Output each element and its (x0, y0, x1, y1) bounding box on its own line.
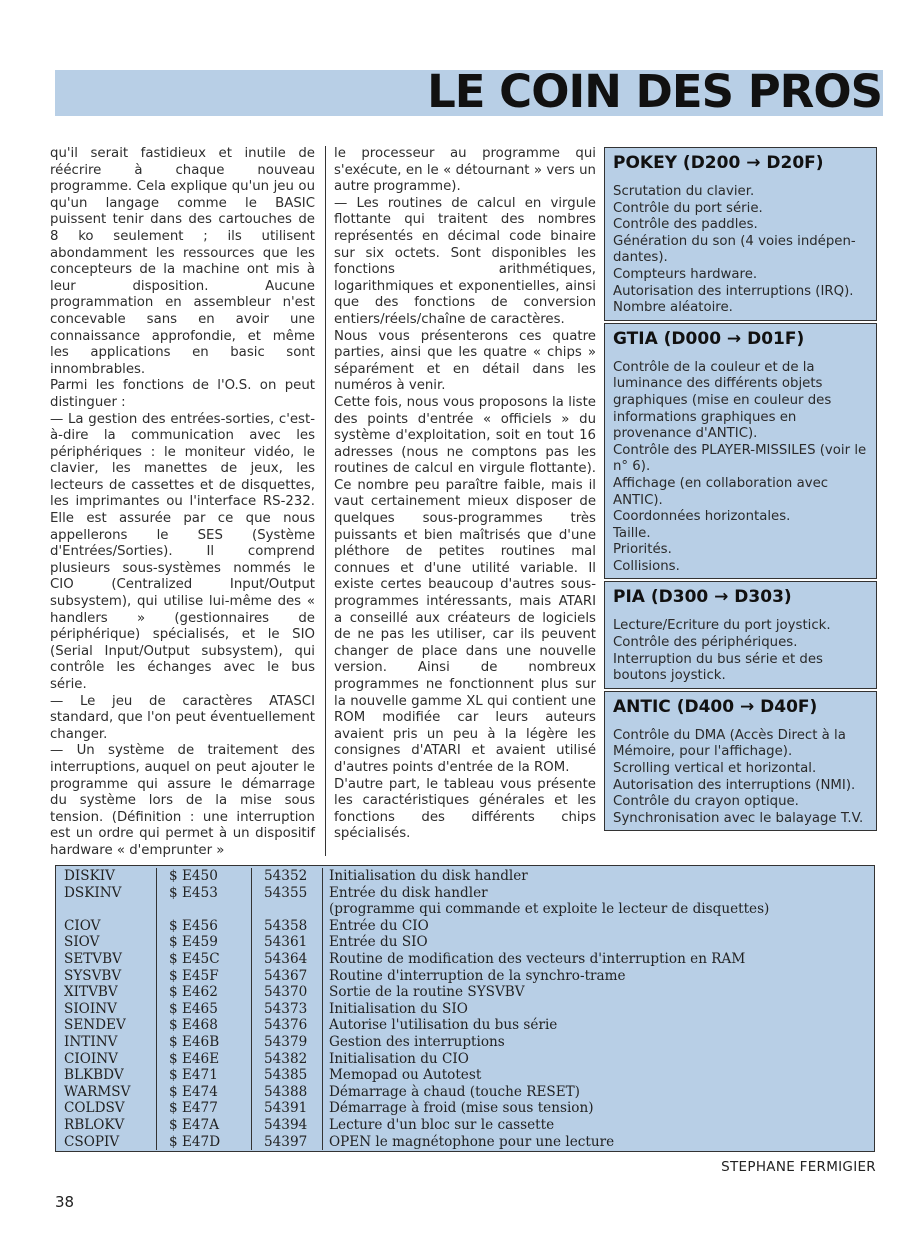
page-title: LE COIN DES PROS (427, 65, 882, 118)
entry-hex-address: $ E456 (157, 918, 252, 935)
entry-hex-address: $ E459 (157, 934, 252, 951)
entry-name: INTINV (56, 1034, 157, 1051)
entry-decimal-address: 54352 (252, 868, 323, 885)
entry-name: RBLOKV (56, 1117, 157, 1134)
table-row (56, 934, 769, 951)
entry-points-table-box (55, 865, 875, 1152)
entry-hex-address: $ E45F (157, 968, 252, 985)
chip-feature: Scrolling vertical et horizontal. (613, 761, 817, 777)
table-row (56, 968, 769, 985)
entry-description: Routine d'interruption de la synchro-trame (329, 967, 626, 984)
chip-feature: Compteurs hardware. (613, 266, 758, 282)
chip-feature: Synchronisation avec le balayage T.V. (613, 810, 864, 826)
entry-decimal-address: 54382 (252, 1051, 323, 1068)
table-row (56, 1134, 769, 1151)
entry-decimal-address: 54358 (252, 918, 323, 935)
entry-hex-address: $ E47A (157, 1117, 252, 1134)
entry-description: Initialisation du SIO (329, 1000, 468, 1017)
entry-name: DISKIV (56, 868, 157, 885)
chip-box-pokey (604, 147, 877, 321)
chip-feature: Autorisation des interruptions (IRQ). (613, 283, 854, 299)
entry-description: OPEN le magnétophone pour une lecture (329, 1133, 615, 1150)
entry-description: Entrée du disk handler (329, 884, 488, 901)
entry-points-table (56, 868, 769, 1150)
entry-hex-address: $ E45C (157, 951, 252, 968)
paragraph: D'autre part, le tableau vous présente les caractéristiques générales et les fonctions des différents chips spécialisés. (334, 776, 596, 842)
chip-feature: Priorités. (613, 542, 672, 558)
chip-feature: Génération du son (4 voies indépen-dantes). (613, 233, 856, 266)
table-row (56, 1117, 769, 1134)
entry-name: DSKINV (56, 885, 157, 902)
table-row (56, 1017, 769, 1034)
entry-decimal-address: 54376 (252, 1017, 323, 1034)
entry-description: Sortie de la routine SYSVBV (329, 984, 525, 1001)
chip-feature: Contrôle du port série. (613, 200, 763, 216)
entry-decimal-address: 54391 (252, 1100, 323, 1117)
entry-name: SIOINV (56, 1001, 157, 1018)
entry-description: Entrée du SIO (329, 934, 428, 951)
table-row (56, 951, 769, 968)
entry-description: (programme qui commande et exploite le lecteur de disquettes) (329, 901, 770, 918)
table-row (56, 984, 769, 1001)
chip-feature: Contrôle du DMA (Accès Direct à la Mémoire, pour l'affichage). (613, 727, 846, 760)
paragraph: — La gestion des entrées-sorties, c'est-à-dire la communication avec les périphériques : le moniteur vidéo, le clavier, les manettes de jeux, les lecteurs de cassettes et de disquettes, les imprimantes ou l'interface RS-232. Elle est assurée par ce que nous appellerons le SES (Système d'Entrées/Sorties). Il comprend plusieurs sous-systèmes nommés le CIO (Centralized Input/Output subsystem), qui utilise lui-même des « handlers » (gestionnaires de périphérique) spécialisés, et le SIO (Serial Input/Output subsystem), qui contrôle les échanges avec le bus série. (50, 411, 315, 692)
chip-feature: Contrôle de la couleur et de la luminance des différents objets graphiques (mise en couleur des informations graphiques en provenance d'ANTIC). (613, 359, 832, 442)
entry-name: SIOV (56, 934, 157, 951)
entry-hex-address (157, 901, 252, 918)
table-row (56, 1001, 769, 1018)
chip-feature: Autorisation des interruptions (NMI). (613, 777, 856, 793)
entry-description: Démarrage à froid (mise sous tension) (329, 1100, 594, 1117)
entry-hex-address: $ E465 (157, 1001, 252, 1018)
chip-feature: Scrutation du clavier. (613, 184, 755, 199)
entry-description: Gestion des interruptions (329, 1033, 505, 1050)
chip-feature: Taille. (613, 525, 651, 541)
table-row (56, 918, 769, 935)
entry-name: SETVBV (56, 951, 157, 968)
chip-feature: Affichage (en collaboration avec ANTIC). (613, 475, 829, 508)
entry-description: Entrée du CIO (329, 917, 429, 934)
entry-decimal-address: 54379 (252, 1034, 323, 1051)
chip-feature: Collisions. (613, 558, 680, 574)
article-column-2 (334, 146, 596, 843)
chip-feature: Contrôle des paddles. (613, 217, 758, 233)
paragraph: Cette fois, nous vous proposons la liste des points d'entrée « officiels » du système d'exploitation, soit en tout 16 adresses (nous ne comptons pas les routines de calcul en virgule flottante). Ce nombre peu paraître faible, mais il vaut certainement mieux disposer de quelques sous-programmes très puissants et bien maîtrisés que d'une pléthore de petites routines mal connues et d'une utilité variable. Il existe certes beaucoup d'autres sous-programmes intéressants, mais ATARI a conseillé aux créateurs de logiciels de ne pas les utiliser, car ils peuvent changer de place dans une nouvelle version. Ainsi de nombreux programmes ne fonctionnent plus sur la nouvelle gamme XL qui contient une ROM modifiée car leurs auteurs avaient pris un peu à la légère les consignes d'ATARI et avaient utilisé d'autres points d'entrée de la ROM. (334, 394, 596, 775)
chip-box-antic (604, 691, 877, 832)
chip-title: ANTIC (D400 → D40F) (613, 696, 818, 717)
entry-name: WARMSV (56, 1084, 157, 1101)
chip-feature: Nombre aléatoire. (613, 300, 733, 316)
table-row (56, 1100, 769, 1117)
paragraph: qu'il serait fastidieux et inutile de réécrire à chaque nouveau programme. Cela explique qu'un jeu ou qu'un langage comme le BASIC puissent tenir dans des cartouches de 8 ko seulement ; ils utilisent abondamment les ressources que les concepteurs de la machine ont mis à leur disposition. Aucune programmation en assembleur n'est concevable sans en avoir une connaissance approfondie, et même les applications en basic sont innombrables. (50, 146, 315, 377)
page-number: 38 (55, 1193, 75, 1211)
paragraph: — Un système de traitement des interruptions, auquel on peut ajouter le programme qui assure le démarrage du système lors de la mise sous tension. (Définition : une interruption est un ordre qui permet à un dispositif hardware « d'emprunter » (50, 743, 315, 858)
author-credit: STEPHANE FERMIGIER (721, 1159, 876, 1175)
chip-feature: Coordonnées horizontales. (613, 509, 791, 525)
table-row (56, 1034, 769, 1051)
entry-description: Routine de modification des vecteurs d'interruption en RAM (329, 950, 746, 967)
entry-decimal-address: 54388 (252, 1084, 323, 1101)
chip-feature: Lecture/Ecriture du port joystick. (613, 618, 831, 634)
entry-description: Démarrage à chaud (touche RESET) (329, 1083, 580, 1100)
entry-hex-address: $ E462 (157, 984, 252, 1001)
entry-decimal-address: 54394 (252, 1117, 323, 1134)
entry-name: XITVBV (56, 984, 157, 1001)
entry-hex-address: $ E47D (157, 1134, 252, 1151)
chip-feature: Contrôle du crayon optique. (613, 794, 799, 810)
entry-hex-address: $ E46B (157, 1034, 252, 1051)
paragraph: Parmi les fonctions de l'O.S. on peut distinguer : (50, 378, 315, 410)
entry-decimal-address: 54364 (252, 951, 323, 968)
chip-feature: Contrôle des périphériques. (613, 635, 798, 651)
table-row (56, 1051, 769, 1068)
table-row (56, 885, 769, 902)
paragraph: — Le jeu de caractères ATASCI standard, que l'on peut éventuellement changer. (50, 693, 315, 742)
chip-title: POKEY (D200 → D20F) (613, 153, 824, 173)
entry-name: BLKBDV (56, 1067, 157, 1084)
chip-feature: Interruption du bus série et des boutons joystick. (613, 651, 823, 684)
entry-name: COLDSV (56, 1100, 157, 1117)
entry-name (56, 901, 157, 918)
table-row (56, 901, 769, 918)
entry-name: CSOPIV (56, 1134, 157, 1151)
entry-name: CIOINV (56, 1051, 157, 1068)
entry-decimal-address: 54361 (252, 934, 323, 951)
chip-title: GTIA (D000 → D01F) (613, 328, 805, 349)
column-divider (325, 146, 326, 856)
entry-decimal-address: 54367 (252, 968, 323, 985)
paragraph: Nous vous présenterons ces quatre parties, ainsi que les quatre « chips » séparément et en détail dans les numéros à venir. (334, 328, 596, 394)
article-column-1 (50, 146, 315, 860)
entry-decimal-address: 54373 (252, 1001, 323, 1018)
entry-name: SYSVBV (56, 968, 157, 985)
chip-feature: Contrôle des PLAYER-MISSILES (voir le n° 6). (613, 442, 867, 475)
table-row (56, 1084, 769, 1101)
entry-description: Lecture d'un bloc sur le cassette (329, 1116, 555, 1133)
entry-description: Autorise l'utilisation du bus série (329, 1017, 558, 1034)
entry-description: Initialisation du disk handler (329, 868, 528, 884)
entry-name: CIOV (56, 918, 157, 935)
entry-name: SENDEV (56, 1017, 157, 1034)
table-row (56, 868, 769, 885)
entry-decimal-address: 54370 (252, 984, 323, 1001)
entry-description: Memopad ou Autotest (329, 1067, 482, 1084)
entry-description: Initialisation du CIO (329, 1050, 469, 1067)
chip-box-gtia (604, 323, 877, 580)
entry-hex-address: $ E46E (157, 1051, 252, 1068)
entry-decimal-address: 54355 (252, 885, 323, 902)
entry-hex-address: $ E453 (157, 885, 252, 902)
entry-decimal-address: 54397 (252, 1134, 323, 1151)
paragraph: le processeur au programme qui s'exécute, en le « détournant » vers un autre programme). (334, 146, 596, 195)
entry-hex-address: $ E477 (157, 1100, 252, 1117)
chip-box-pia (604, 581, 877, 688)
entry-hex-address: $ E450 (157, 868, 252, 885)
entry-decimal-address: 54385 (252, 1067, 323, 1084)
table-row (56, 1067, 769, 1084)
chips-sidebar (604, 147, 877, 833)
paragraph: — Les routines de calcul en virgule flottante qui traitent des nombres représentés en décimal code binaire sur six octets. Sont disponibles les fonctions arithmétiques, logarithmiques et exponentielles, ainsi que des fonctions de conversion entiers/réels/chaîne de caractères. (334, 195, 596, 327)
chip-title: PIA (D300 → D303) (613, 587, 792, 608)
entry-hex-address: $ E474 (157, 1084, 252, 1101)
entry-decimal-address (252, 901, 323, 918)
entry-hex-address: $ E471 (157, 1067, 252, 1084)
entry-hex-address: $ E468 (157, 1017, 252, 1034)
